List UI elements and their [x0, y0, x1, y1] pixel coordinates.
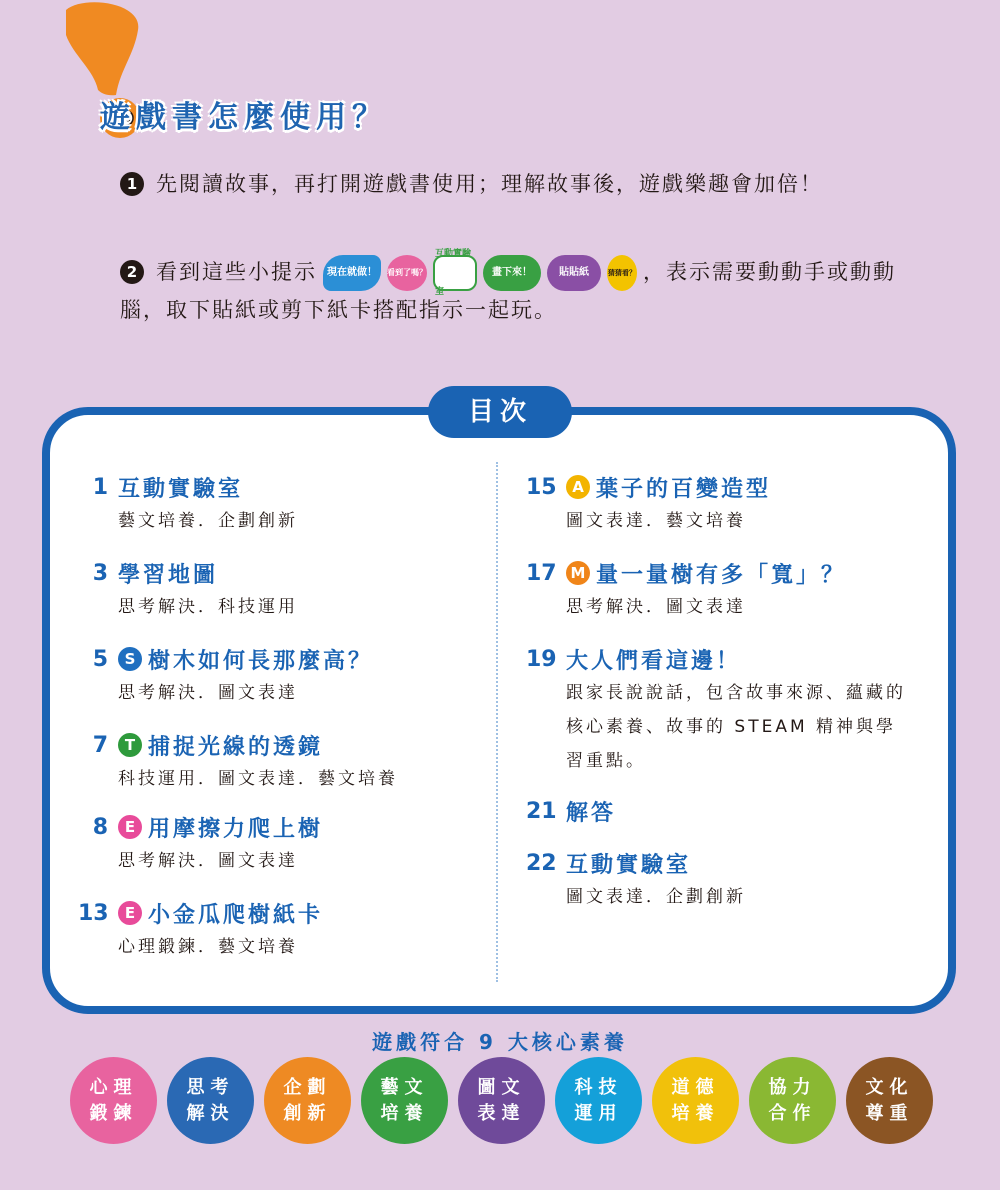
toc-entry[interactable]	[526, 642, 926, 778]
literacy-line-1: 協力	[768, 1076, 817, 1098]
toc-entry-title: 葉子的百變造型	[596, 476, 772, 502]
toc-entry-description: 跟家長說說話，包含故事來源、蘊藏的核心素養、故事的 STEAM 精神與學習重點。	[566, 683, 906, 771]
toc-entry[interactable]	[78, 728, 478, 796]
guess-icon: 猜猜看？	[607, 255, 637, 291]
toc-entry-title: 互動實驗室	[566, 852, 692, 878]
toc-entry-description: 思考解決．圖文表達	[118, 683, 298, 703]
literacy-line-2: 培養	[380, 1102, 429, 1124]
literacy-badge	[458, 1057, 545, 1144]
toc-entry[interactable]	[78, 810, 478, 878]
literacy-line-1: 藝文	[380, 1076, 429, 1098]
toc-entry-title: 大人們看這邊！	[566, 648, 742, 674]
toc-entry-heading	[526, 794, 926, 828]
steam-badge-e: E	[118, 815, 142, 839]
steam-badge-e: E	[118, 901, 142, 925]
toc-entry-heading	[78, 470, 478, 504]
literacy-line-2: 鍛鍊	[89, 1102, 138, 1124]
toc-entry-heading	[78, 728, 478, 762]
literacy-line-2: 創新	[283, 1102, 332, 1124]
toc-entry-title: 解答	[566, 800, 617, 826]
toc-page-number: 1	[92, 474, 108, 500]
toc-entry[interactable]	[526, 846, 926, 914]
do-now-icon: 現在就做！	[323, 255, 381, 291]
literacy-badge	[264, 1057, 351, 1144]
literacy-badge	[361, 1057, 448, 1144]
instruction-text-after: ，表示需要動動手或動動腦，取下貼紙或剪下紙卡搭配指示一起玩。	[120, 260, 896, 322]
toc-page-number: 3	[92, 560, 108, 586]
toc-entry[interactable]	[78, 642, 478, 710]
instruction-2	[120, 249, 900, 329]
toc-page-number: 15	[526, 474, 557, 500]
page-title: 遊戲書怎麼使用？	[100, 100, 388, 135]
literacy-line-1: 科技	[574, 1076, 623, 1098]
literacy-line-1: 心理	[89, 1076, 138, 1098]
literacy-line-2: 表達	[477, 1102, 526, 1124]
literacy-line-2: 運用	[574, 1102, 623, 1124]
sticker-icon: 貼貼紙	[547, 255, 601, 291]
toc-entry-heading	[78, 642, 478, 676]
literacy-line-1: 思考	[186, 1076, 235, 1098]
toc-entry[interactable]	[78, 470, 478, 538]
literacy-badge	[846, 1057, 933, 1144]
lab-icon: 互動實驗室	[433, 255, 477, 291]
instruction-text-before: 看到這些小提示	[156, 260, 317, 284]
literacy-line-2: 解決	[186, 1102, 235, 1124]
steam-badge-a: A	[566, 475, 590, 499]
toc-entry-description: 思考解決．圖文表達	[566, 597, 746, 617]
toc-entry-title: 樹木如何長那麼高？	[148, 648, 374, 674]
toc-entry-heading	[78, 556, 478, 590]
toc-entry-heading	[526, 846, 926, 880]
toc-entry-heading	[78, 896, 478, 930]
instruction-1	[120, 165, 900, 203]
toc-entry-description: 思考解決．圖文表達	[118, 851, 298, 871]
toc-entry[interactable]	[78, 556, 478, 624]
literacy-line-1: 文化	[865, 1076, 914, 1098]
literacy-line-1: 企劃	[283, 1076, 332, 1098]
toc-page-number: 21	[526, 798, 557, 824]
toc-divider	[496, 462, 498, 982]
literacy-line-1: 道德	[671, 1076, 720, 1098]
literacy-line-2: 合作	[768, 1102, 817, 1124]
toc-page-number: 19	[526, 646, 557, 672]
toc-title: 目次	[428, 386, 572, 438]
literacy-badge	[167, 1057, 254, 1144]
toc-page-number: 5	[92, 646, 108, 672]
toc-page-number: 7	[92, 732, 108, 758]
page-title-row	[100, 92, 388, 136]
toc-entry-heading	[78, 810, 478, 844]
toc-entry[interactable]	[526, 556, 926, 624]
toc-entry[interactable]	[526, 470, 926, 538]
literacy-line-2: 培養	[671, 1102, 720, 1124]
toc-entry-description: 思考解決．科技運用	[118, 597, 298, 617]
draw-icon: 畫下來！	[483, 255, 541, 291]
toc-entry-title: 用摩擦力爬上樹	[148, 816, 324, 842]
toc-entry-description: 科技運用．圖文表達．藝文培養	[118, 769, 398, 789]
toc-entry-heading	[526, 556, 926, 590]
toc-entry-description: 圖文表達．藝文培養	[566, 511, 746, 531]
literacy-heading: 遊戲符合 9 大核心素養	[372, 1030, 628, 1054]
toc-entry[interactable]	[78, 896, 478, 964]
toc-entry-title: 小金瓜爬樹紙卡	[148, 902, 324, 928]
hint-icons	[323, 249, 637, 297]
steam-badge-m: M	[566, 561, 590, 585]
instruction-number: 2	[120, 260, 144, 284]
toc-entry-description: 藝文培養．企劃創新	[118, 511, 298, 531]
toc-page-number: 13	[78, 900, 109, 926]
toc-entry-description: 圖文表達．企劃創新	[566, 887, 746, 907]
toc-entry-title: 學習地圖	[118, 562, 219, 588]
toc-entry-title: 捕捉光線的透鏡	[148, 734, 324, 760]
toc-entry-title: 量一量樹有多「寬」？	[596, 562, 847, 588]
literacy-line-2: 尊重	[865, 1102, 914, 1124]
literacy-line-1: 圖文	[477, 1076, 526, 1098]
toc-entry-heading	[526, 470, 926, 504]
toc-page-number: 8	[92, 814, 108, 840]
toc-entry-heading	[526, 642, 926, 676]
steam-badge-t: T	[118, 733, 142, 757]
steam-badge-s: S	[118, 647, 142, 671]
toc-left-column	[78, 470, 478, 964]
literacy-badge	[652, 1057, 739, 1144]
toc-entry-description: 心理鍛鍊．藝文培養	[118, 937, 298, 957]
toc-page-number: 22	[526, 850, 557, 876]
literacy-badge	[70, 1057, 157, 1144]
toc-right-column	[526, 470, 926, 914]
magnifier-icon: 看到了嗎？	[387, 255, 427, 291]
literacy-badge	[555, 1057, 642, 1144]
toc-page-number: 17	[526, 560, 557, 586]
literacy-badges	[70, 1057, 933, 1144]
toc-entry[interactable]	[526, 794, 926, 828]
literacy-badge	[749, 1057, 836, 1144]
instruction-number: 1	[120, 172, 144, 196]
instruction-text: 先閱讀故事，再打開遊戲書使用；理解故事後，遊戲樂趣會加倍！	[156, 172, 823, 196]
toc-entry-title: 互動實驗室	[118, 476, 244, 502]
